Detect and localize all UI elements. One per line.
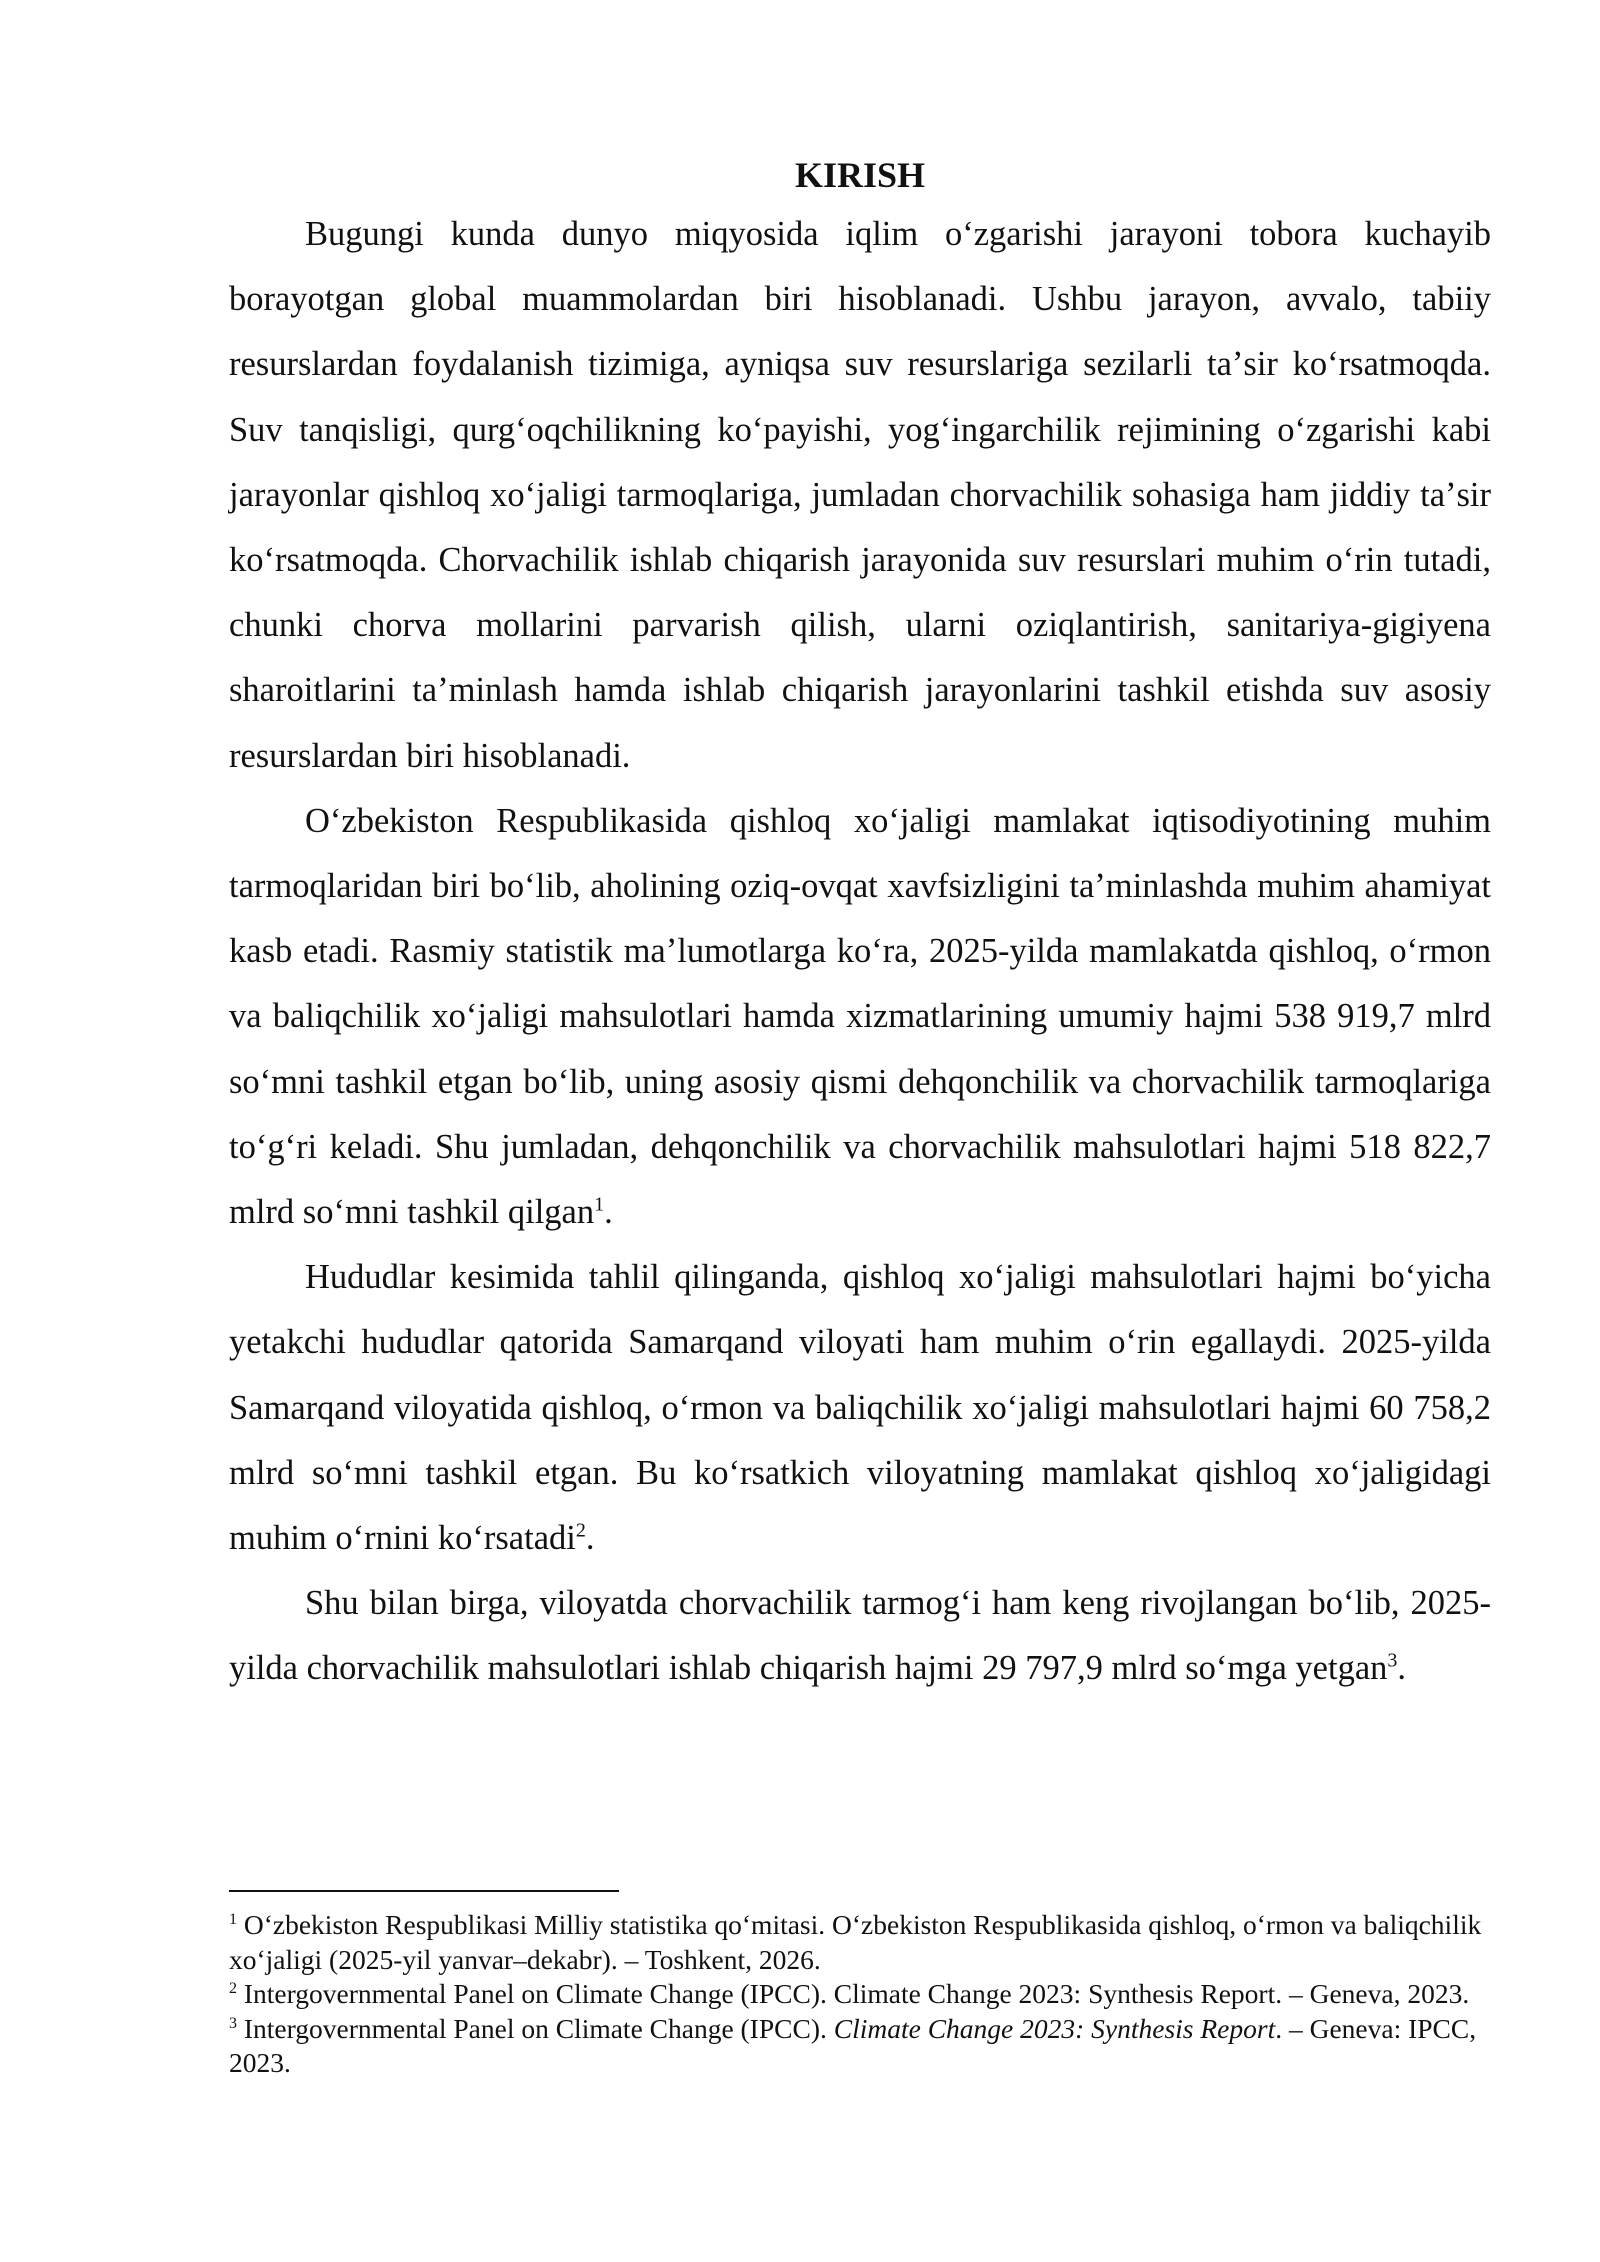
paragraph-3-end: .	[585, 1519, 595, 1558]
paragraph-2	[229, 789, 1491, 1245]
footnote-ref-3[interactable]: 3	[1387, 1649, 1398, 1672]
footnotes-section	[229, 1890, 1491, 2081]
paragraph-2-end: .	[604, 1193, 613, 1232]
paragraph-1	[229, 202, 1491, 789]
paragraph-4	[229, 1571, 1491, 1701]
footnote-2-number: 2	[229, 1979, 237, 1997]
section-title: KIRISH	[794, 155, 926, 195]
footnote-1-text: Oʻzbekiston Respublikasi Milliy statistika qoʻmitasi. Oʻzbekiston Respublikasida qishloq, oʻrmon va baliqchilik xoʻjaligi (2025-yil yanvar–dekabr). – Toshkent, 2026.	[229, 1909, 1482, 1975]
footnote-3-number: 3	[229, 2014, 237, 2032]
footnote-3	[229, 2012, 1491, 2081]
paragraph-4-end: .	[1397, 1649, 1407, 1688]
footnote-3-text: Intergovernmental Panel on Climate Change (IPCC).	[243, 2012, 834, 2044]
footnote-1-number: 1	[229, 1910, 237, 1928]
paragraph-1-text: Bugungi kunda dunyo miqyosida iqlim oʻzgarishi jarayoni tobora kuchayib borayotgan global muammolardan biri hisoblanadi. Ushbu jarayon, avvalo, tabiiy resurslardan foydalanish tizimiga, ayniqsa suv resurslariga sezilarli taʼsir koʻrsatmoqda. Suv tanqisligi, qurgʻoqchilikning koʻpayishi, yogʻingarchilik rejimining oʻzgarishi kabi jarayonlar qishloq xoʻjaligi tarmoqlariga, jumladan chorvachilik sohasiga ham jiddiy taʼsir koʻrsatmoqda. Chorvachilik ishlab chiqarish jarayonida suv resurslari muhim oʻrin tutadi, chunki chorva mollarini parvarish qilish, ularni oziqlantirish, sanitariya-gigiyena sharoitlarini taʼminlash hamda ishlab chiqarish jarayonlarini tashkil etishda suv asosiy resurslardan biri hisoblanadi.	[229, 215, 1491, 775]
footnote-3-after: . – Geneva: IPCC, 2023.	[229, 2012, 1477, 2078]
paragraph-2-text: Oʻzbekiston Respublikasida qishloq xoʻjaligi mamlakat iqtisodiyotining muhim tarmoqlaridan biri boʻlib, aholining oziq-ovqat xavfsizligini taʼminlashda muhim ahamiyat kasb etadi. Rasmiy statistik maʼlumotlarga koʻra, 2025-yilda mamlakatda qishloq, oʻrmon va baliqchilik xoʻjaligi mahsulotlari hamda xizmatlarining umumiy hajmi 538 919,7 mlrd soʻmni tashkil etgan boʻlib, uning asosiy qismi dehqonchilik va chorvachilik tarmoqlariga toʻgʻri keladi. Shu jumladan, dehqonchilik va chorvachilik mahsulotlari hajmi 518 822,7 mlrd soʻmni tashkil qilgan	[229, 801, 1491, 1232]
footnote-2	[229, 1977, 1491, 2012]
footnote-3-italic-title: Climate Change 2023: Synthesis Report	[833, 2012, 1276, 2044]
footnote-ref-2[interactable]: 2	[575, 1519, 586, 1542]
document-body	[229, 150, 1491, 1702]
footnote-divider	[229, 1890, 619, 1892]
paragraph-3-text: Hududlar kesimida tahlil qilinganda, qishloq xoʻjaligi mahsulotlari hajmi boʻyicha yetakchi hududlar qatorida Samarqand viloyati ham muhim oʻrin egallaydi. 2025-yilda Samarqand viloyatida qishloq, oʻrmon va baliqchilik xoʻjaligi mahsulotlari hajmi 60 758,2 mlrd soʻmni tashkil etgan. Bu koʻrsatkich viloyatning mamlakat qishloq xoʻjaligidagi muhim oʻrnini koʻrsatadi	[229, 1258, 1491, 1558]
footnote-ref-1[interactable]: 1	[594, 1193, 605, 1216]
footnote-2-text: Intergovernmental Panel on Climate Change (IPCC). Climate Change 2023: Synthesis Report. – Geneva, 2023.	[243, 1978, 1470, 2009]
footnote-1	[229, 1908, 1491, 1977]
paragraph-4-text: Shu bilan birga, viloyatda chorvachilik tarmogʻi ham keng rivojlangan boʻlib, 2025-yilda chorvachilik mahsulotlari ishlab chiqarish hajmi 29 797,9 mlrd soʻmga yetgan	[229, 1584, 1491, 1688]
paragraph-3	[229, 1245, 1491, 1571]
